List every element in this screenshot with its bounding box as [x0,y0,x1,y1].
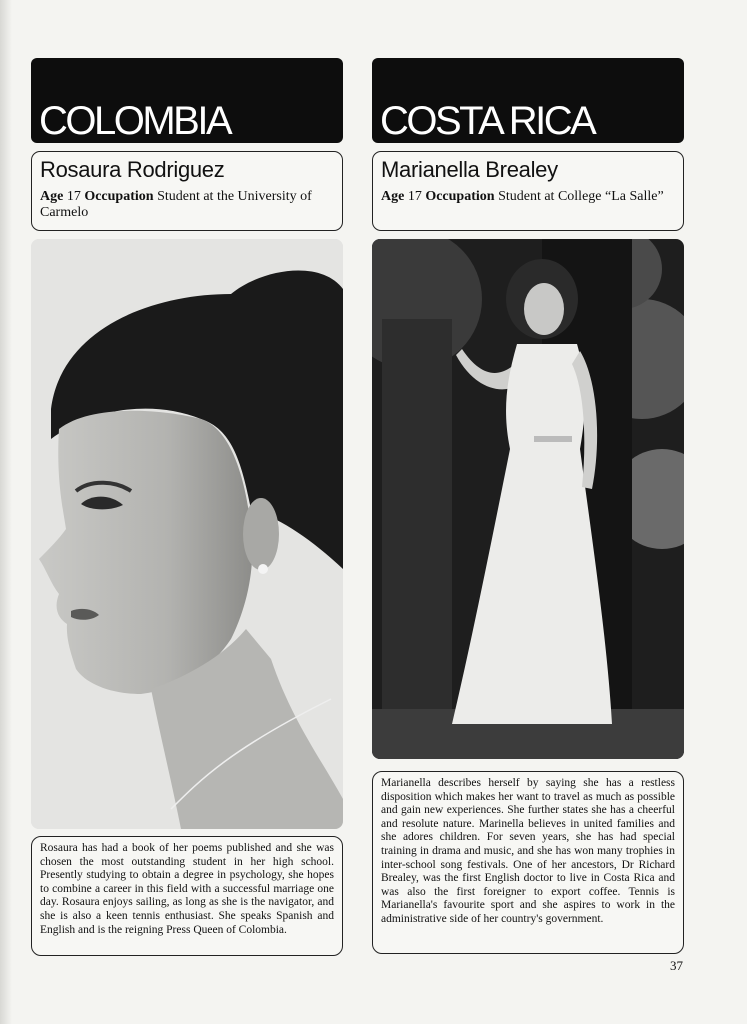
portrait-photo-image [31,239,343,829]
contestant-details [40,189,334,221]
occupation-label: Occupation [84,189,154,204]
biography-box [372,771,684,954]
contestant-info-box [372,151,684,231]
country-name: COSTA RICA [380,99,595,143]
country-name: COLOMBIA [39,99,231,143]
age-label: Age [381,189,405,204]
page-gutter-shadow [0,0,12,1024]
costa-rica-column [372,58,684,925]
age-label: Age [40,189,64,204]
contestant-name: Rosaura Rodriguez [40,157,225,182]
full-length-photo [372,239,684,759]
occupation-label: Occupation [425,189,495,204]
age-value: 17 [407,189,422,204]
colombia-column [31,58,343,936]
contestant-info-box [31,151,343,231]
page-number: 37 [670,958,683,973]
biography-text: Rosaura has had a book of her poems published and she was chosen the most outstanding student in her high school. Presently studying to obtain a degree in psychology, she hopes to combine a career in this field with a successful marriage one day. Rosaura enjoys sailing, as long as she is the navigator, and she is also a keen tennis enthusiast. She speaks Spanish and English and is the reigning Press Queen of Colombia. [40,842,334,936]
biography-box [31,836,343,956]
biography-text: Marianella describes herself by saying she has a restless disposition which makes her want to travel as much as possible and gain new experiences. She further states she has a cheerful and resolute nature. Marinella believes in united families and she adores children. For seven years, she has had special training in drama and music, and she has won many trophies in inter-school song festivals. One of her ancestors, Dr Richard Brealey, was the first English doctor to live in Costa Rica and was also the first foreigner to export coffee. Tennis is Marianella's favourite sport and she aspires to work in the administrative side of her country's government. [381,777,675,925]
full-length-photo-image [372,239,684,759]
country-header [31,58,343,143]
contestant-details [381,189,675,205]
country-header [372,58,684,143]
occupation-value: Student at College “La Salle” [498,189,664,204]
age-value: 17 [66,189,81,204]
portrait-photo [31,239,343,829]
contestant-name: Marianella Brealey [381,157,558,182]
occupation-value: Student at the University of Carmelo [40,189,312,220]
